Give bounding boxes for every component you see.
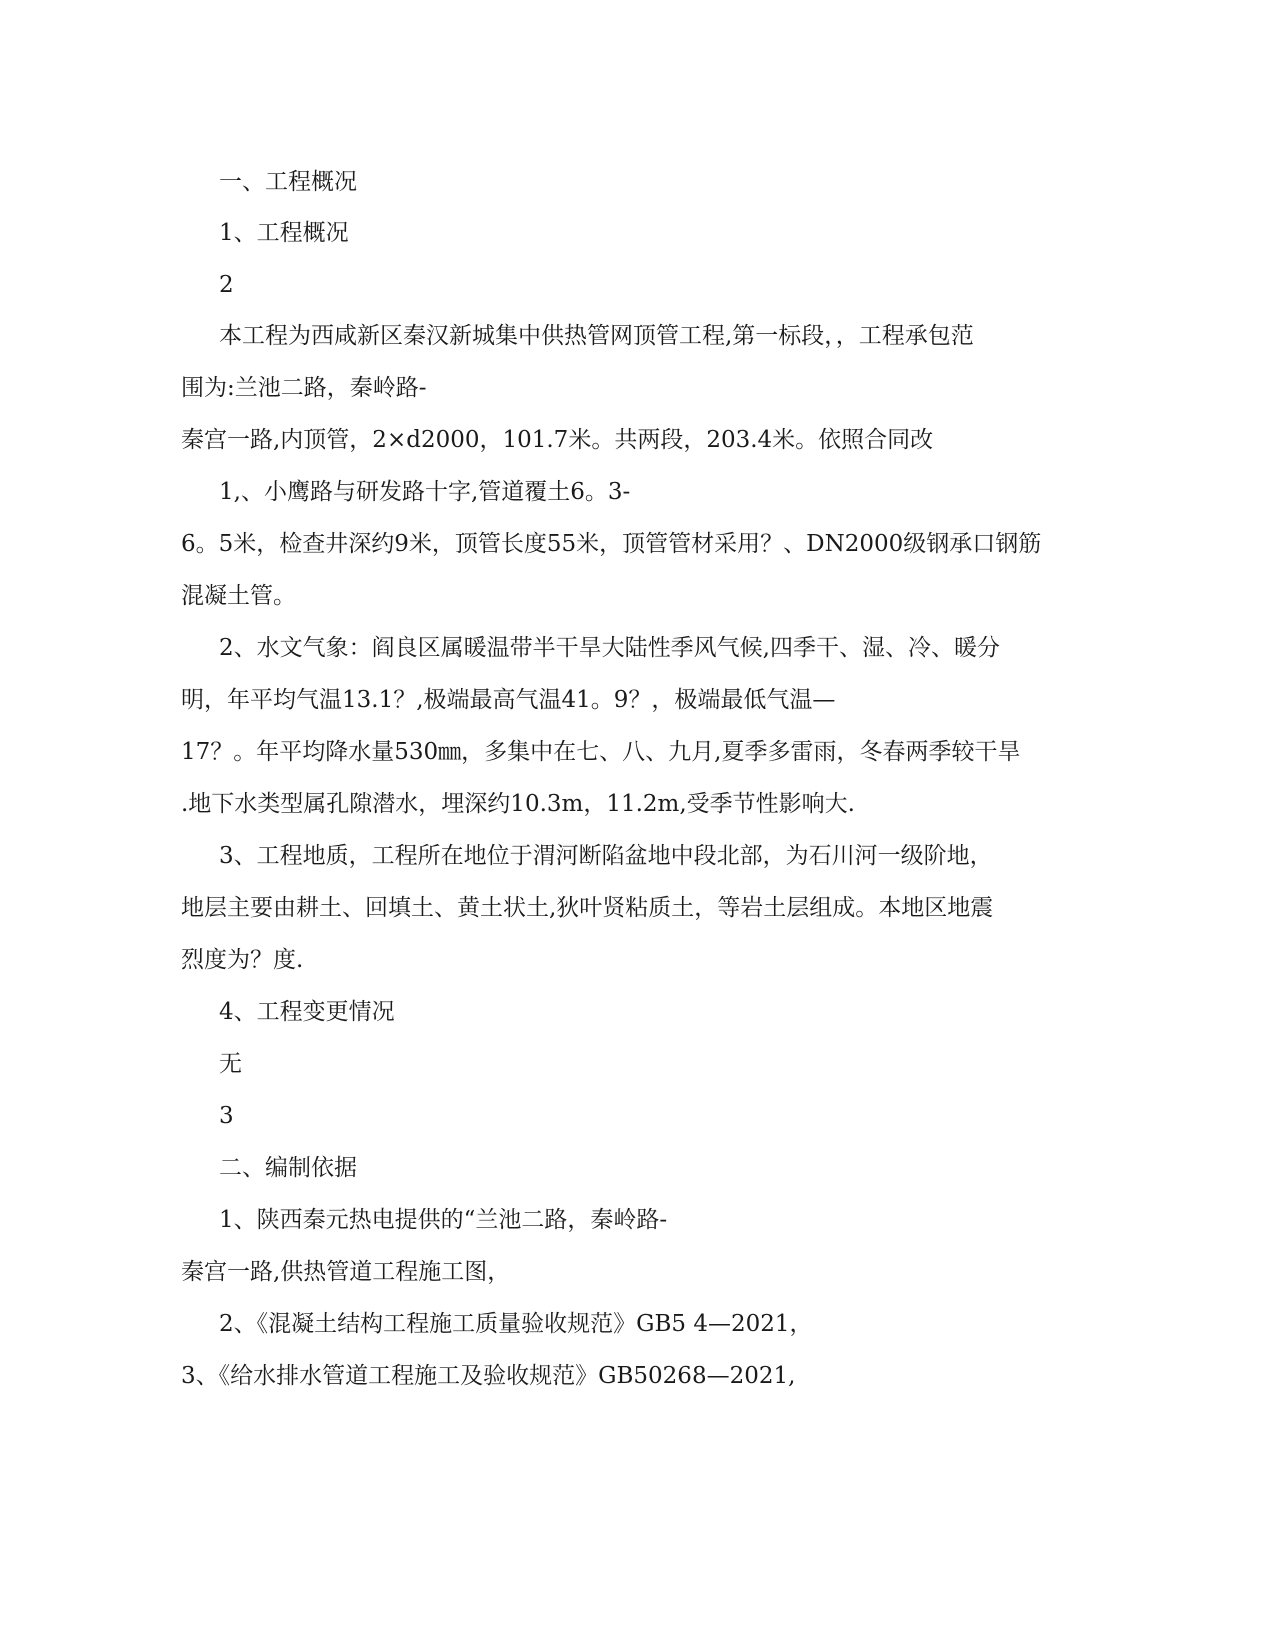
paragraph-line: 混凝土管。 bbox=[181, 583, 296, 609]
paragraph-line: 3、工程地质，工程所在地位于渭河断陷盆地中段北部，为石川河一级阶地， bbox=[219, 843, 993, 869]
page-number: 3 bbox=[219, 1103, 234, 1129]
heading-project-overview: 一、工程概况 bbox=[219, 169, 357, 195]
paragraph-line: 本工程为西咸新区秦汉新城集中供热管网顶管工程,第一标段，，工程承包范 bbox=[219, 323, 974, 349]
paragraph-line: 明，年平均气温13.1？,极端最高气温41。9？，极端最低气温— bbox=[181, 687, 836, 713]
paragraph-line: 3、《给水排水管道工程施工及验收规范》GB50268—2021, bbox=[181, 1363, 796, 1389]
paragraph-line: 1、陕西秦元热电提供的“兰池二路，秦岭路- bbox=[219, 1207, 668, 1233]
paragraph-line: 秦宫一路,内顶管，2×d2000，101.7米。共两段，203.4米。依照合同改 bbox=[181, 427, 934, 453]
paragraph-line: 地层主要由耕土、回填土、黄土状土,狄叶贤粘质土，等岩土层组成。本地区地震 bbox=[181, 895, 994, 921]
subheading-project-overview: 1、工程概况 bbox=[219, 220, 349, 246]
page-number: 2 bbox=[219, 272, 234, 298]
paragraph-line: .地下水类型属孔隙潜水，埋深约10.3m，11.2m,受季节性影响大. bbox=[181, 791, 855, 817]
paragraph-line: 2、《混凝土结构工程施工质量验收规范》GB5 4—2021， bbox=[219, 1311, 813, 1337]
paragraph-line: 烈度为？度. bbox=[181, 947, 304, 973]
paragraph-line: 17？。年平均降水量530㎜，多集中在七、八、九月,夏季多雷雨，冬春两季较干旱 bbox=[181, 739, 1021, 765]
paragraph-line: 6。5米，检查井深约9米，顶管长度55米，顶管管材采用？、DN2000级钢承口钢筋 bbox=[181, 531, 1042, 557]
paragraph-line: 无 bbox=[219, 1051, 242, 1077]
subheading-changes: 4、工程变更情况 bbox=[219, 999, 395, 1025]
heading-basis: 二、编制依据 bbox=[219, 1155, 357, 1181]
paragraph-line: 1,、小鹰路与研发路十字,管道覆土6。3- bbox=[219, 479, 631, 505]
paragraph-line: 2、水文气象：阎良区属暖温带半干旱大陆性季风气候,四季干、湿、冷、暖分 bbox=[219, 635, 1000, 661]
paragraph-line: 秦宫一路,供热管道工程施工图， bbox=[181, 1259, 511, 1285]
paragraph-line: 围为:兰池二路，秦岭路- bbox=[181, 375, 427, 401]
